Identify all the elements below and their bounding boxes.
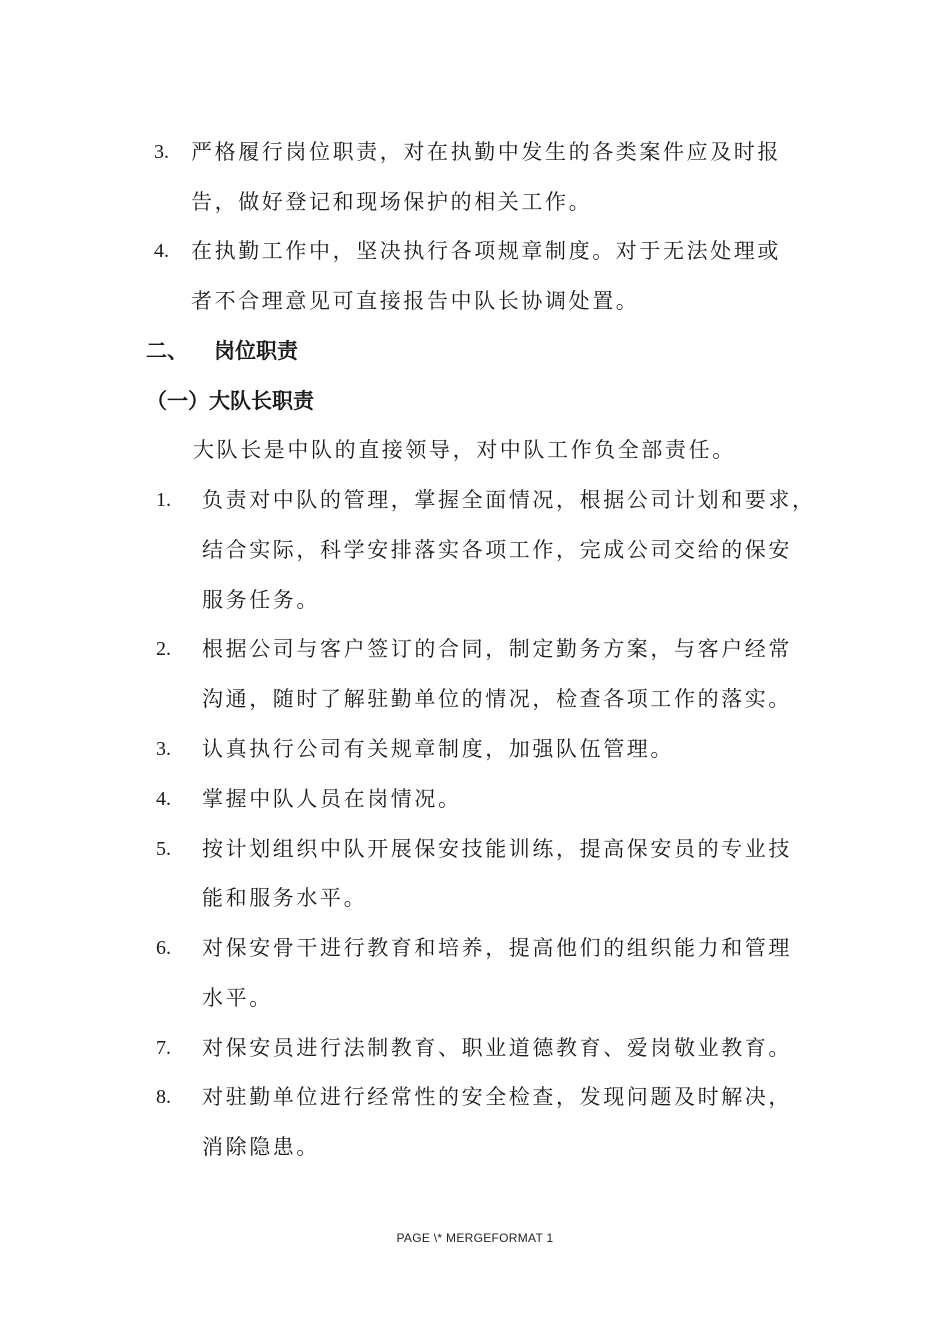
duty-6-line-2: 水平。 <box>202 986 273 1010</box>
duty-5-line-1: 按计划组织中队开展保安技能训练，提高保安员的专业技 <box>202 837 792 861</box>
duty-5-line-2: 能和服务水平。 <box>202 886 368 910</box>
duty-5-number: 5. <box>156 838 171 860</box>
duty-1-number: 1. <box>156 489 171 511</box>
duty-2-line-1: 根据公司与客户签订的合同，制定勤务方案，与客户经常 <box>202 637 792 661</box>
duty-6-line-1: 对保安骨干进行教育和培养，提高他们的组织能力和管理 <box>202 936 792 960</box>
intro-item-4-number: 4. <box>154 240 169 262</box>
duty-8-number: 8. <box>156 1086 171 1108</box>
intro-item-4-line-2: 者不合理意见可直接报告中队长协调处置。 <box>191 289 640 313</box>
duty-1-line-2: 结合实际，科学安排落实各项工作，完成公司交给的保安 <box>202 538 792 562</box>
subsection-title: （一）大队长职责 <box>146 389 314 413</box>
duty-8-line-2: 消除隐患。 <box>202 1135 320 1159</box>
duty-2-line-2: 沟通，随时了解驻勤单位的情况，检查各项工作的落实。 <box>202 687 792 711</box>
duty-1-line-1: 负责对中队的管理，掌握全面情况，根据公司计划和要求， <box>202 488 816 512</box>
duty-4-line-1: 掌握中队人员在岗情况。 <box>202 787 462 811</box>
duty-3-number: 3. <box>156 738 171 760</box>
duty-1-line-3: 服务任务。 <box>202 588 320 612</box>
page-footer: PAGE \* MERGEFORMAT 1 <box>396 1231 554 1245</box>
section-title: 岗位职责 <box>214 339 298 363</box>
intro-item-3-line-2: 告，做好登记和现场保护的相关工作。 <box>191 190 593 214</box>
duty-3-line-1: 认真执行公司有关规章制度，加强队伍管理。 <box>202 737 674 761</box>
duty-6-number: 6. <box>156 937 171 959</box>
intro-item-4-line-1: 在执勤工作中，坚决执行各项规章制度。对于无法处理或 <box>191 239 781 263</box>
duty-7-number: 7. <box>156 1037 171 1059</box>
section-number: 二、 <box>146 339 188 363</box>
intro-item-3-line-1: 严格履行岗位职责，对在执勤中发生的各类案件应及时报 <box>191 140 781 164</box>
summary-paragraph: 大队长是中队的直接领导，对中队工作负全部责任。 <box>193 438 736 462</box>
intro-item-3-number: 3. <box>154 141 169 163</box>
duty-2-number: 2. <box>156 638 171 660</box>
duty-7-line-1: 对保安员进行法制教育、职业道德教育、爱岗敬业教育。 <box>202 1036 792 1060</box>
duty-4-number: 4. <box>156 788 171 810</box>
duty-8-line-1: 对驻勤单位进行经常性的安全检查，发现问题及时解决， <box>202 1085 792 1109</box>
